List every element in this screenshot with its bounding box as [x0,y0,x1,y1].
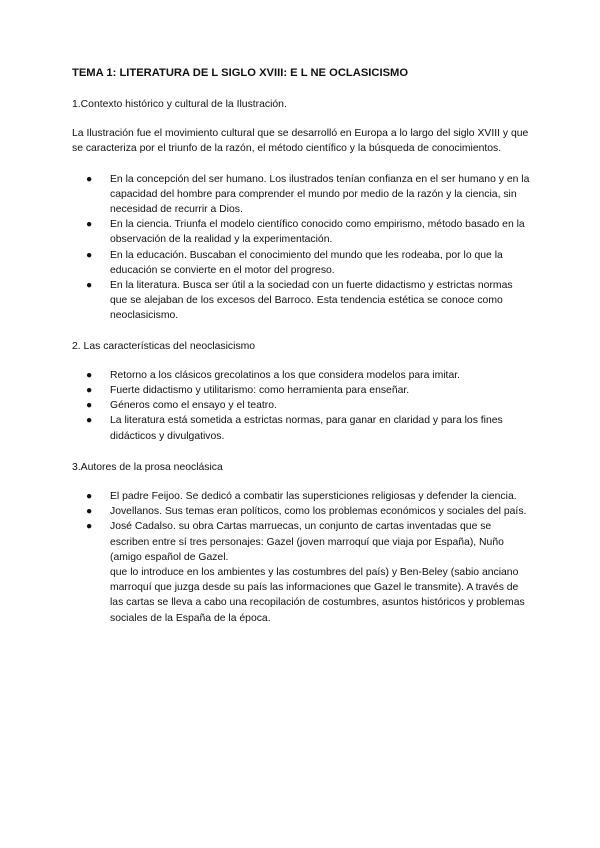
bullet-icon: ● [86,385,93,397]
list-item [72,519,532,625]
section-1-heading: 1.Contexto histórico y cultural de la Ilustración. [72,99,287,110]
list-item [72,248,532,278]
list-item-text: El padre Feijoo. Se dedicó a combatir las supersticiones religiosas y defender la ciencia. [110,491,517,503]
list-item [72,489,532,504]
list-item-text: Jovellanos. Sus temas eran políticos, como los problemas económicos y sociales del país. [110,506,527,518]
list-item-text: La literatura está sometida a estrictas normas, para ganar en claridad y para los fines didácticos y divulgativos. [110,415,503,442]
bullet-icon: ● [86,173,93,185]
list-item [72,504,532,519]
list-item-text: En la concepción del ser humano. Los ilustrados tenían confianza en el ser humano y en la capacidad del hombre para comprender el mundo por medio de la razón y la ciencia, sin necesidad de recurrir a Dios. [110,173,530,216]
bullet-icon: ● [86,491,93,503]
bullet-icon: ● [86,415,93,427]
bullet-icon: ● [86,400,93,412]
section-1-list [72,172,532,324]
bullet-icon: ● [86,219,93,231]
list-item [72,172,532,218]
document-title: TEMA 1: LITERATURA DE L SIGLO XVIII: E L NE OCLASICISMO [72,67,409,79]
bullet-icon: ● [86,249,93,261]
list-item [72,278,532,324]
list-item [72,383,532,398]
bullet-icon: ● [86,280,93,292]
list-item [72,398,532,413]
list-item [72,368,532,383]
list-item-text: En la educación. Buscaban el conocimiento del mundo que les rodeaba, por lo que la educación se convierte en el motor del progreso. [110,249,503,276]
section-3-heading: 3.Autores de la prosa neoclásica [72,461,223,473]
list-item-text: En la literatura. Busca ser útil a la sociedad con un fuerte didactismo y estrictas normas que se alejaban de los excesos del Barroco. Esta tendencia estética se conoce como neoclasicismo. [110,280,513,322]
section-3-list [72,489,532,626]
list-item-continuation: que lo introduce en los ambientes y las costumbres del país) y Ben-Beley (sabio anciano marroquí que juzga desde su país las informaciones que Gazel le transmite). A través de las cartas se lleva a cabo una recopilación de costumbres, asuntos históricos y problemas sociales de la España de la época. [110,567,525,624]
list-item-text: Géneros como el ensayo y el teatro. [110,400,277,412]
list-item [72,217,532,247]
list-item [72,413,532,443]
list-item-text: Fuerte didactismo y utilitarismo: como herramienta para enseñar. [110,385,410,397]
section-2-heading: 2. Las características del neoclasicismo [72,340,256,352]
list-item-text: José Cadalso. su obra Cartas marruecas, un conjunto de cartas inventadas que se escriben entre sí tres personajes: Gazel (joven marroquí que viaja por España), Nuño (amigo español de Gazel. [110,521,504,563]
list-item-text: En la ciencia. Triunfa el modelo científico conocido como empirismo, método basado en la observación de la realidad y la experimentación. [110,219,525,246]
document-page [72,66,532,626]
bullet-icon: ● [86,369,93,381]
section-2-list [72,368,532,444]
bullet-icon: ● [86,506,93,518]
section-1-intro: La Ilustración fue el movimiento cultural que se desarrolló en Europa a lo largo del siglo XVIII y que se caracteriza por el triunfo de la razón, el método científico y la búsqueda de conocimientos. [72,128,529,155]
list-item-text: Retorno a los clásicos grecolatinos a los que considera modelos para imitar. [110,369,460,381]
bullet-icon: ● [86,521,93,533]
